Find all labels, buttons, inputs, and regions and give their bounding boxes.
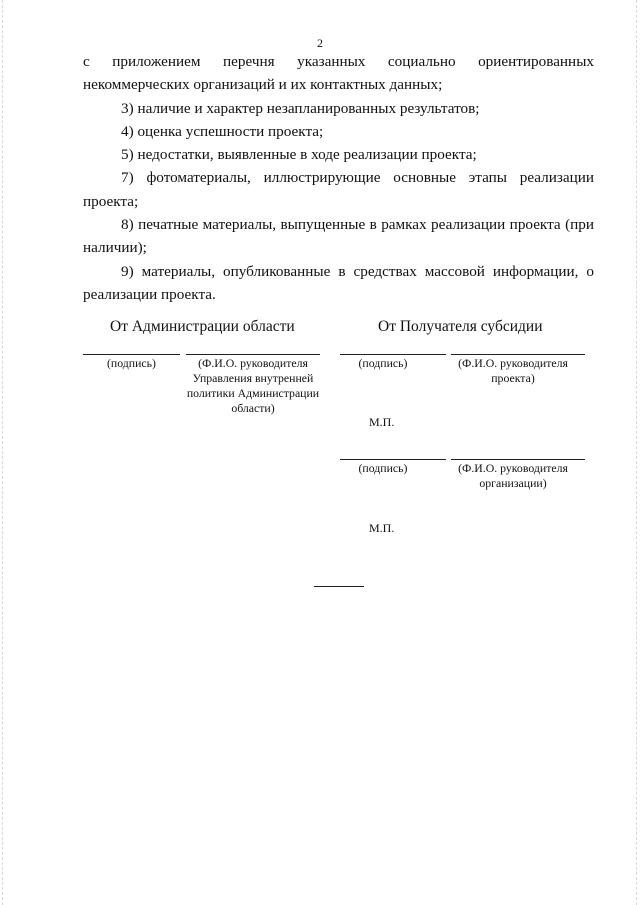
- paragraph-item-9: 9) материалы, опубликованные в средствах массовой информации, о реализации проекта.: [83, 262, 594, 303]
- right-name-line-2: [451, 459, 585, 460]
- left-name-line: [186, 354, 320, 355]
- right-name-caption-2: (Ф.И.О. руководителя организации): [458, 461, 568, 490]
- page-edge-right: [636, 0, 637, 905]
- paragraph-continuation: с приложением перечня указанных социально ориентированных некоммерческих организаций и их контактных данных;: [83, 53, 594, 94]
- left-signature-heading: От Администрации области: [110, 318, 295, 335]
- paragraph-item-5: 5) недостатки, выявленные в ходе реализации проекта;: [121, 146, 477, 164]
- paragraph-item-4: 4) оценка успешности проекта;: [121, 122, 324, 140]
- paragraph-item-8: 8) печатные материалы, выпущенные в рамках реализации проекта (при наличии);: [83, 216, 594, 257]
- body-text: [83, 50, 594, 306]
- right-signature-line-1: [340, 354, 446, 355]
- right-signature-heading: От Получателя субсидии: [378, 318, 543, 335]
- paragraph-item-7: 7) фотоматериалы, иллюстрирующие основные этапы реализации проекта;: [83, 169, 594, 210]
- page-number: 2: [317, 36, 323, 50]
- stamp-label-2: М.П.: [369, 521, 395, 535]
- left-name-caption: (Ф.И.О. руководителя Управления внутренней политики Администрации области): [186, 356, 320, 415]
- right-signature-line-2: [340, 459, 446, 460]
- left-sign-caption: (подпись): [107, 356, 156, 370]
- end-of-document-rule: [314, 586, 364, 587]
- right-name-caption-1: (Ф.И.О. руководителя проекта): [458, 356, 568, 385]
- page-edge-left: [2, 0, 3, 905]
- right-sign-caption-1: (подпись): [358, 356, 408, 370]
- stamp-label-1: М.П.: [369, 415, 395, 429]
- right-name-line-1: [451, 354, 585, 355]
- paragraph-item-3: 3) наличие и характер незапланированных результатов;: [121, 99, 480, 117]
- right-sign-caption-2: (подпись): [358, 461, 408, 475]
- left-signature-line: [83, 354, 180, 355]
